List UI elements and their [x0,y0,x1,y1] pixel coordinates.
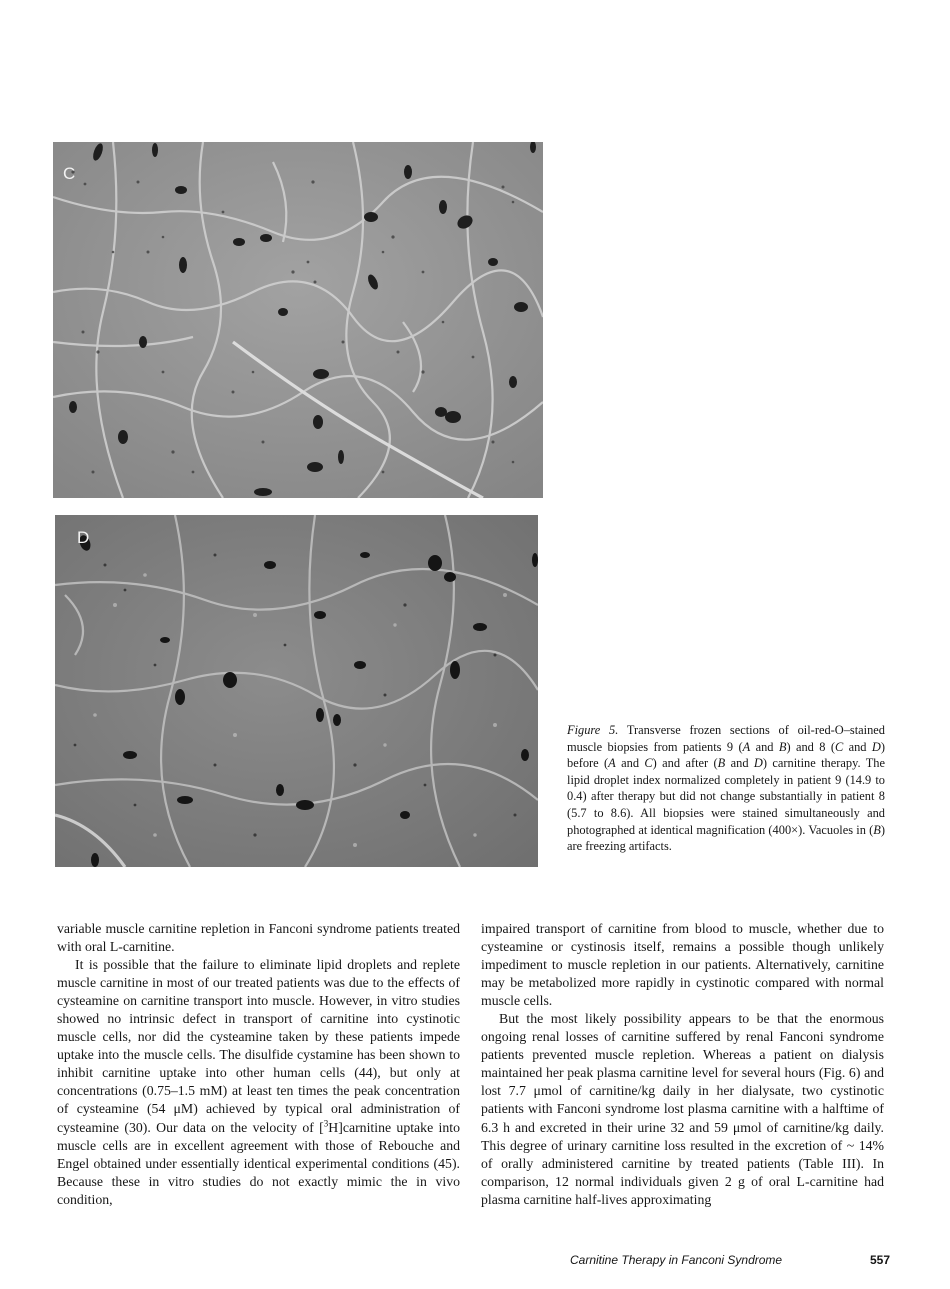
caption-text: Transverse frozen sections of oil-red-O–stained muscle biopsies from patients 9 ( [567,723,886,754]
micrograph-panel-c [53,142,543,498]
caption-panel-ref: D [871,739,881,754]
caption-text: and [750,739,779,754]
running-title: Carnitine Therapy in Fanconi Syndrome [570,1253,783,1267]
muscle-section-image-d [55,515,538,867]
caption-panel-ref: A [608,756,616,771]
caption-panel-ref: B [873,822,881,837]
panel-label-d: D [77,528,90,547]
body-paragraph [57,956,460,1209]
caption-label: Figure 5. [567,723,619,737]
body-paragraph: impaired transport of carnitine from blood to muscle, whether due to cysteamine or cystinosis itself, remains a possible though unlikely impediment to muscle repletion in our patients. Alternatively, carnitine may be metabolized more rapidly in cystinotic compared with normal muscle cells. [481,921,884,1009]
caption-text: and [843,739,872,754]
caption-panel-ref: A [742,739,751,754]
caption-text: ) are freezing artifacts. [567,822,885,854]
superscript: 3 [323,1117,329,1128]
caption-panel-ref: B [778,739,787,754]
caption-panel-ref: C [834,739,844,754]
micrograph-panel-d [55,515,538,867]
panel-label-c: C [63,164,76,183]
body-column-left [57,920,460,1209]
page-number: 557 [869,1253,890,1267]
body-column-right [481,920,884,1209]
caption-panel-ref: B [717,756,726,771]
caption-text: and [615,756,645,771]
caption-text: and [725,756,754,771]
caption-text: ) and after ( [652,756,718,771]
caption-panel-ref: C [644,756,653,771]
body-paragraph: But the most likely possibility appears to be that the enormous ongoing renal losses of carnitine suffered by renal Fanconi syndrome patients prevented muscle repletion. Whereas a patient on dialysis maintained her peak plasma carnitine level for several hours (Fig. 6) and lost 7.7 μmol of carnitine/kg daily in her dialysate, two cystinotic patients with Fanconi syndrome lost plasma carnitine with a halftime of 6.3 h and excreted in their urine 32 and 59 μmol of carnitine/kg daily. This degree of urinary carnitine loss resulted in the excretion of ~ 14% of orally administered carnitine by treated patients (Table III). In comparison, 12 normal individuals given 2 g of oral L-carnitine had plasma carnitine half-lives approximating [481,1011,884,1207]
caption-text: ) and 8 ( [786,739,835,754]
page-footer [570,1253,890,1267]
caption-text: ) carnitine therapy. The lipid droplet index normalized completely in patient 9 (14.9 to 0.4) after therapy but did not change substantially in patient 8 (5.7 to 8.6). All biopsies were stained simultaneously and photographed at identical magnification (400×). Vacuoles in ( [567,756,885,837]
body-paragraph: variable muscle carnitine repletion in Fanconi syndrome patients treated with oral L-carnitine. [57,921,460,955]
body-text: H]carnitine uptake into muscle cells are in excellent agreement with those of Rebouche and Engel obtained under essentially identical experimental conditions (45). Because these in vitro studies do not exactly mimic the in vivo condition, [57,1119,460,1207]
body-text: It is possible that the failure to eliminate lipid droplets and replete muscle carnitine in most of our treated patients was due to the effects of cysteamine on carnitine transport into muscle. However, in vitro studies showed no intrinsic defect in transport of carnitine into cystinotic muscle cells, nor did the cysteamine taken by these patients impede uptake into the muscle cells. The disulfide cystamine has been shown to inhibit carnitine uptake into other human cells (44), but only at concentrations (0.75–1.5 mM) at least ten times the peak concentration of cysteamine (54 μM) achieved by typical oral administration of cysteamine (30). Our data on the velocity of [ [57,957,460,1135]
figure-caption [567,722,885,855]
caption-text: ) before ( [567,739,885,771]
caption-panel-ref: D [753,756,763,771]
muscle-section-image-c [53,142,543,498]
